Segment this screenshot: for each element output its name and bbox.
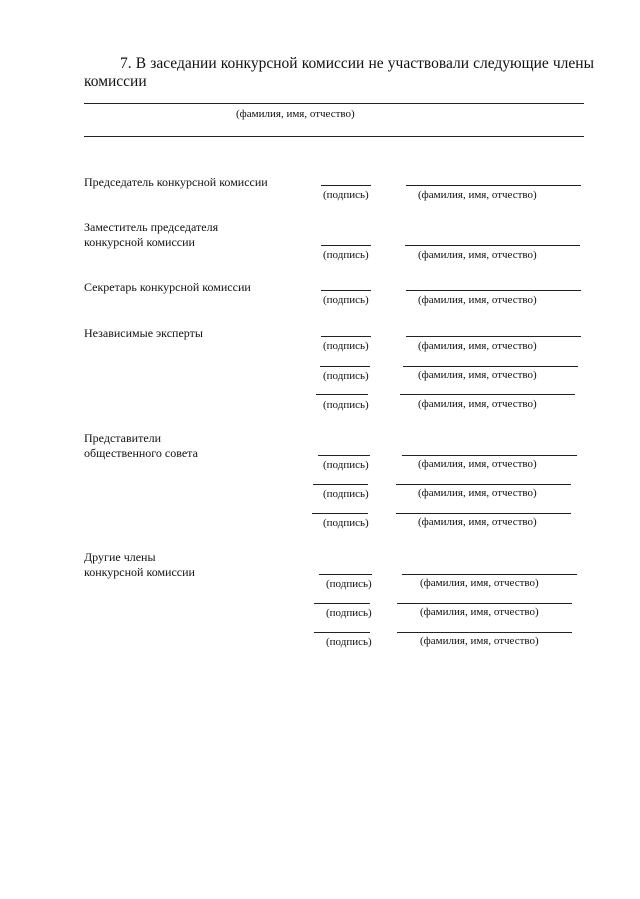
role-independent-experts: Независимые эксперты xyxy=(84,326,203,340)
signature-caption: (подпись) xyxy=(323,459,369,471)
signature-caption: (подпись) xyxy=(323,249,369,261)
role-secretary: Секретарь конкурсной комиссии xyxy=(84,280,251,294)
name-caption: (фамилия, имя, отчество) xyxy=(420,577,539,589)
signature-line xyxy=(321,336,371,337)
role-others-line-2: конкурсной комиссии xyxy=(84,565,195,579)
signature-line xyxy=(312,513,368,514)
name-line xyxy=(402,574,577,575)
name-line xyxy=(405,245,580,246)
name-caption: (фамилия, имя, отчество) xyxy=(418,249,537,261)
role-council-line-2: общественного совета xyxy=(84,446,198,460)
signature-caption: (подпись) xyxy=(323,340,369,352)
name-line xyxy=(396,513,571,514)
name-line xyxy=(406,290,581,291)
name-caption: (фамилия, имя, отчество) xyxy=(418,516,537,528)
signature-line xyxy=(319,574,372,575)
signature-caption: (подпись) xyxy=(323,488,369,500)
signature-caption: (подпись) xyxy=(326,607,372,619)
name-caption: (фамилия, имя, отчество) xyxy=(418,294,537,306)
signature-line xyxy=(320,366,370,367)
signature-line xyxy=(321,245,371,246)
signature-caption: (подпись) xyxy=(326,578,372,590)
section-heading xyxy=(84,55,594,91)
name-line xyxy=(396,484,571,485)
role-deputy-line-1: Заместитель председателя xyxy=(84,220,219,234)
name-line xyxy=(402,455,577,456)
role-chair: Председатель конкурсной комиссии xyxy=(84,175,268,189)
name-caption: (фамилия, имя, отчество) xyxy=(420,635,539,647)
signature-caption: (подпись) xyxy=(323,399,369,411)
role-deputy-line-2: конкурсной комиссии xyxy=(84,235,195,249)
name-caption: (фамилия, имя, отчество) xyxy=(418,340,537,352)
name-caption: (фамилия, имя, отчество) xyxy=(420,606,539,618)
name-line xyxy=(406,185,581,186)
name-caption: (фамилия, имя, отчество) xyxy=(418,189,537,201)
heading-line-2: комиссии xyxy=(84,73,147,90)
name-caption: (фамилия, имя, отчество) xyxy=(418,398,537,410)
name-line xyxy=(397,603,572,604)
role-others-line-1: Другие члены xyxy=(84,550,156,564)
signature-line xyxy=(318,455,370,456)
name-line xyxy=(403,366,578,367)
signature-line xyxy=(314,632,370,633)
signature-line xyxy=(316,394,368,395)
signature-line xyxy=(321,185,371,186)
signature-caption: (подпись) xyxy=(323,370,369,382)
name-caption: (фамилия, имя, отчество) xyxy=(418,458,537,470)
name-caption: (фамилия, имя, отчество) xyxy=(418,487,537,499)
absent-members-line-2 xyxy=(84,136,584,137)
signature-caption: (подпись) xyxy=(326,636,372,648)
absent-members-line xyxy=(84,103,584,104)
signature-caption: (подпись) xyxy=(323,189,369,201)
name-line xyxy=(400,394,575,395)
role-deputy-chair xyxy=(84,220,218,250)
heading-line-1: 7. В заседании конкурсной комиссии не участвовали следующие члены xyxy=(120,55,594,72)
role-other-members xyxy=(84,550,195,580)
role-council-line-1: Представители xyxy=(84,431,162,445)
name-caption: (фамилия, имя, отчество) xyxy=(418,369,537,381)
signature-line xyxy=(321,290,371,291)
signature-line xyxy=(313,484,368,485)
name-line xyxy=(406,336,581,337)
signature-line xyxy=(314,603,370,604)
absent-members-caption: (фамилия, имя, отчество) xyxy=(236,108,355,120)
name-line xyxy=(397,632,572,633)
role-public-council xyxy=(84,431,198,461)
signature-caption: (подпись) xyxy=(323,517,369,529)
signature-caption: (подпись) xyxy=(323,294,369,306)
